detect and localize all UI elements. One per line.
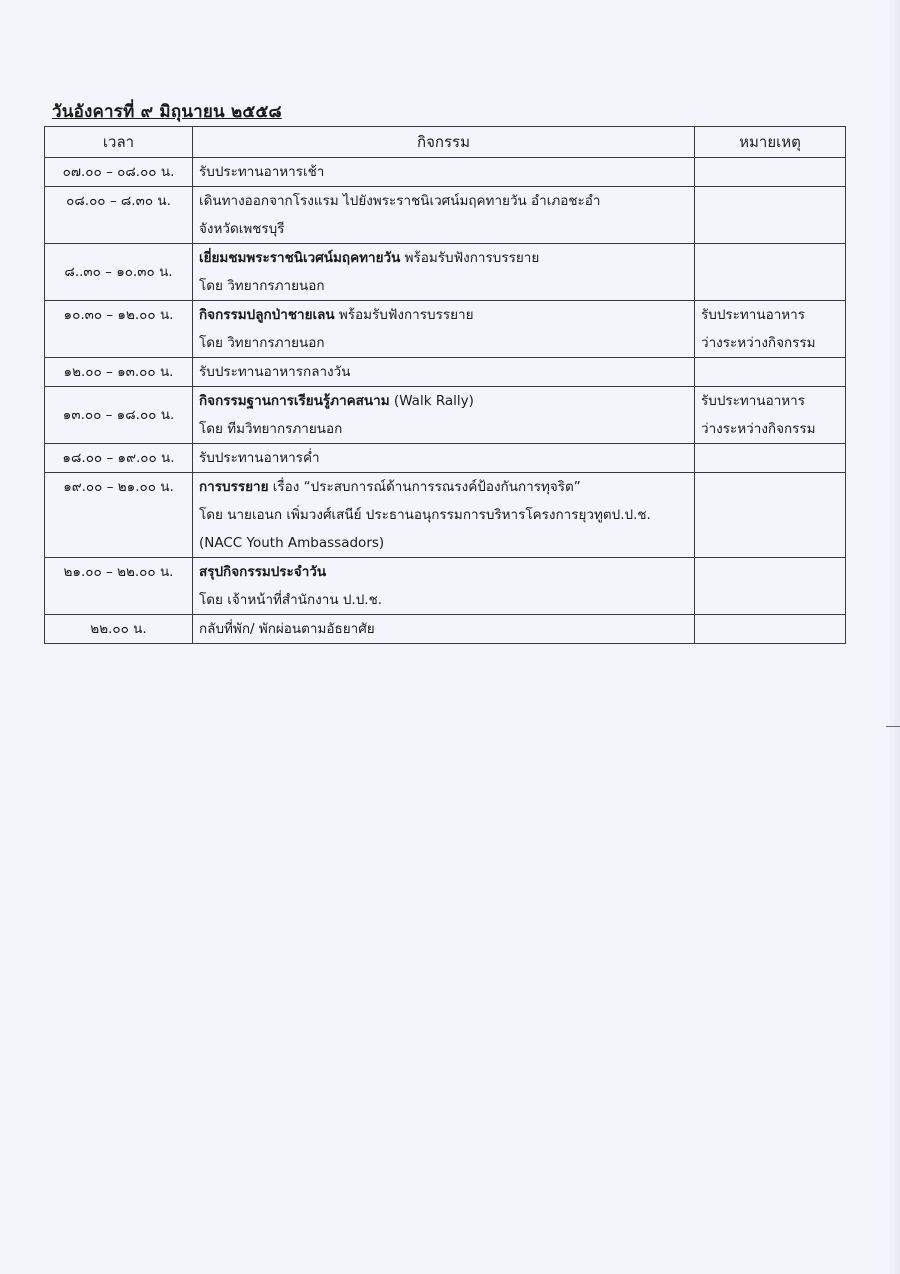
row-activity <box>193 444 695 473</box>
activity-text: พร้อมรับฟังการบรรยาย <box>400 250 540 266</box>
schedule-table <box>44 126 846 644</box>
row-note <box>695 387 846 444</box>
note-line-1: รับประทานอาหาร <box>701 307 806 323</box>
note-line-2: ว่างระหว่างกิจกรรม <box>701 421 816 437</box>
activity-text: เดินทางออกจากโรงแรม ไปยังพระราชนิเวศน์มฤคทายวัน อำเภอชะอำ <box>199 193 601 209</box>
table-row <box>45 473 846 558</box>
activity-line <box>199 444 688 472</box>
activity-text: รับประทานอาหารค่ำ <box>199 450 320 466</box>
row-note <box>695 444 846 473</box>
note-line-1: รับประทานอาหาร <box>701 393 806 409</box>
activity-line-2: โดย ทีมวิทยากรภายนอก <box>199 421 343 437</box>
row-time: ๑๓.๐๐ – ๑๘.๐๐ น. <box>45 387 193 444</box>
table-row <box>45 158 846 187</box>
row-time: ๑๙.๐๐ – ๒๑.๐๐ น. <box>45 473 193 558</box>
note-line-2: ว่างระหว่างกิจกรรม <box>701 335 816 351</box>
row-time: ๑๐.๓๐ – ๑๒.๐๐ น. <box>45 301 193 358</box>
activity-text: รับประทานอาหารกลางวัน <box>199 364 351 380</box>
row-note <box>695 615 846 644</box>
table-row <box>45 558 846 615</box>
row-note <box>695 301 846 358</box>
row-note <box>695 358 846 387</box>
activity-line <box>199 187 688 215</box>
row-time: ๑๘.๐๐ – ๑๙.๐๐ น. <box>45 444 193 473</box>
activity-text: พร้อมรับฟังการบรรยาย <box>334 307 474 323</box>
activity-line-2: โดย นายเอนก เพิ่มวงศ์เสนีย์ ประธานอนุกรรมการบริหารโครงการยุวทูตป.ป.ช. <box>199 507 651 523</box>
row-activity <box>193 558 695 615</box>
row-activity <box>193 358 695 387</box>
page-edge-mark <box>886 726 900 727</box>
row-time: ๒๑.๐๐ – ๒๒.๐๐ น. <box>45 558 193 615</box>
activity-line <box>199 358 688 386</box>
activity-line <box>199 301 688 329</box>
row-time: ๘..๓๐ – ๑๐.๓๐ น. <box>45 244 193 301</box>
header-time: เวลา <box>45 127 193 158</box>
activity-bold: สรุปกิจกรรมประจำวัน <box>199 564 327 580</box>
page-title: วันอังคารที่ ๙ มิถุนายน ๒๕๕๘ <box>52 102 282 122</box>
row-time: ๑๒.๐๐ – ๑๓.๐๐ น. <box>45 358 193 387</box>
table-row <box>45 187 846 244</box>
activity-bold: เยี่ยมชมพระราชนิเวศน์มฤคทายวัน <box>199 250 401 266</box>
table-row <box>45 301 846 358</box>
row-activity <box>193 387 695 444</box>
activity-bold: กิจกรรมปลูกป่าชายเลน <box>199 307 335 323</box>
row-time: ๐๗.๐๐ – ๐๘.๐๐ น. <box>45 158 193 187</box>
activity-line-2: โดย วิทยากรภายนอก <box>199 278 325 294</box>
activity-line <box>199 387 688 415</box>
activity-line-2: โดย เจ้าหน้าที่สำนักงาน ป.ป.ช. <box>199 592 383 608</box>
activity-line-2: จังหวัดเพชรบุรี <box>199 221 285 237</box>
table-row <box>45 358 846 387</box>
row-activity <box>193 473 695 558</box>
table-row <box>45 244 846 301</box>
row-note <box>695 558 846 615</box>
activity-line <box>199 558 688 586</box>
activity-line-2: โดย วิทยากรภายนอก <box>199 335 325 351</box>
activity-line <box>199 244 688 272</box>
activity-line <box>199 615 688 643</box>
table-row <box>45 444 846 473</box>
table-header-row <box>45 127 846 158</box>
activity-bold: การบรรยาย <box>199 479 269 495</box>
table-row <box>45 615 846 644</box>
row-note <box>695 187 846 244</box>
page-edge-shadow <box>888 0 900 1274</box>
activity-text: รับประทานอาหารเช้า <box>199 164 325 180</box>
row-activity <box>193 187 695 244</box>
row-activity <box>193 244 695 301</box>
table-row <box>45 387 846 444</box>
activity-line-3: (NACC Youth Ambassadors) <box>199 535 385 551</box>
activity-line <box>199 158 688 186</box>
activity-text: เรื่อง “ประสบการณ์ด้านการรณรงค์ป้องกันการทุจริต” <box>268 479 581 495</box>
row-activity <box>193 158 695 187</box>
activity-text: กลับที่พัก/ พักผ่อนตามอัธยาศัย <box>199 621 375 637</box>
header-note: หมายเหตุ <box>695 127 846 158</box>
row-time: ๐๘.๐๐ – ๘.๓๐ น. <box>45 187 193 244</box>
header-activity: กิจกรรม <box>193 127 695 158</box>
row-note <box>695 158 846 187</box>
activity-bold: กิจกรรมฐานการเรียนรู้ภาคสนาม <box>199 393 390 409</box>
row-activity <box>193 615 695 644</box>
row-time: ๒๒.๐๐ น. <box>45 615 193 644</box>
row-note <box>695 244 846 301</box>
row-note <box>695 473 846 558</box>
activity-line <box>199 473 688 501</box>
activity-text: (Walk Rally) <box>389 393 474 409</box>
row-activity <box>193 301 695 358</box>
